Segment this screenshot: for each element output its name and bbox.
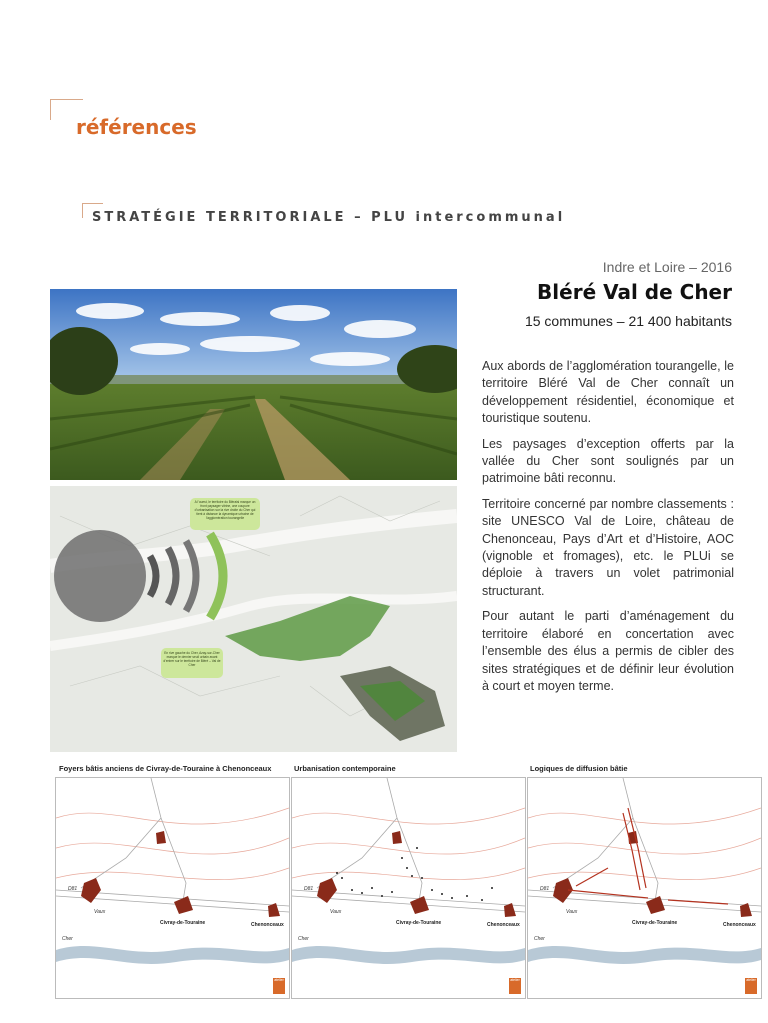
- panel-caption-diffusion: Logiques de diffusion bâtie: [530, 764, 628, 773]
- description-paragraph: Territoire concerné par nombre classements : site UNESCO Val de Loire, château de Chenonceau, Pays d’Art et d’Histoire, AOC (vignoble et fromages), etc. le PLUi se déploie à travers un volet patrimonial structurant.: [482, 496, 734, 598]
- river-label: Cher: [298, 936, 309, 942]
- project-name: Bléré Val de Cher: [537, 280, 732, 304]
- river-label: Cher: [534, 936, 545, 942]
- road-label: D81: [68, 886, 78, 892]
- description-paragraph: Pour autant le parti d’aménagement du territoire élaboré en concertation avec l’ensemble des élus a permis de cibler des sites stratégiques et de définir leur évolution à court et moyen terme.: [482, 609, 734, 693]
- town-label: Civray-de-Touraine: [160, 920, 206, 926]
- map-annotation-top: A l’ouest, le territoire du Bléraisi marque un front paysager vitrine, une coupure d’urbanisation sur la rive droite du Cher qui tient à distance la dynamique urbaine de l’agglomération tourangelle: [194, 500, 256, 520]
- road-label: D81: [540, 886, 550, 892]
- map-annotation-bottom: En rive gauche du Cher, Azay-sur-Cher marque le dernier seuil urbain avant d’entrer sur le territoire de Bléré – Val de Cher: [163, 651, 221, 667]
- atelier-logo: atelier: [509, 978, 521, 994]
- project-location-year: Indre et Loire – 2016: [602, 259, 732, 275]
- chateau-label: Chenonceaux: [723, 922, 756, 928]
- atelier-logo: atelier: [273, 978, 285, 994]
- hamlet-label: Vaux: [94, 909, 106, 915]
- project-subtitle: STRATÉGIE TERRITORIALE – PLU intercommunal: [92, 210, 566, 225]
- project-stats: 15 communes – 21 400 habitants: [524, 313, 732, 329]
- map-panel-contemporary: [291, 777, 526, 999]
- map-panel-historic: [55, 777, 290, 999]
- panel-caption-historic: Foyers bâtis anciens de Civray-de-Touraine à Chenonceaux: [59, 764, 272, 773]
- description-paragraph: Les paysages d’exception offerts par la vallée du Cher sont soulignés par un patrimoine bâti reconnu.: [482, 436, 734, 486]
- chateau-label: Chenonceaux: [487, 922, 520, 928]
- description-paragraph: Aux abords de l’agglomération tourangelle, le territoire Bléré Val de Cher connaît un développement résidentiel, économique et touristique soutenu.: [482, 359, 734, 426]
- vineyard-photo: [50, 289, 457, 480]
- project-description: [482, 358, 734, 703]
- section-title: références: [76, 115, 197, 139]
- chateau-label: Chenonceaux: [251, 922, 284, 928]
- territory-map: [50, 486, 457, 752]
- river-label: Cher: [62, 936, 73, 942]
- town-label: Civray-de-Touraine: [396, 920, 442, 926]
- hamlet-label: Vaux: [330, 909, 342, 915]
- atelier-logo: atelier: [745, 978, 757, 994]
- panel-caption-contemporary: Urbanisation contemporaine: [294, 764, 396, 773]
- map-panel-diffusion: [527, 777, 762, 999]
- town-label: Civray-de-Touraine: [632, 920, 678, 926]
- hamlet-label: Vaux: [566, 909, 578, 915]
- road-label: D81: [304, 886, 314, 892]
